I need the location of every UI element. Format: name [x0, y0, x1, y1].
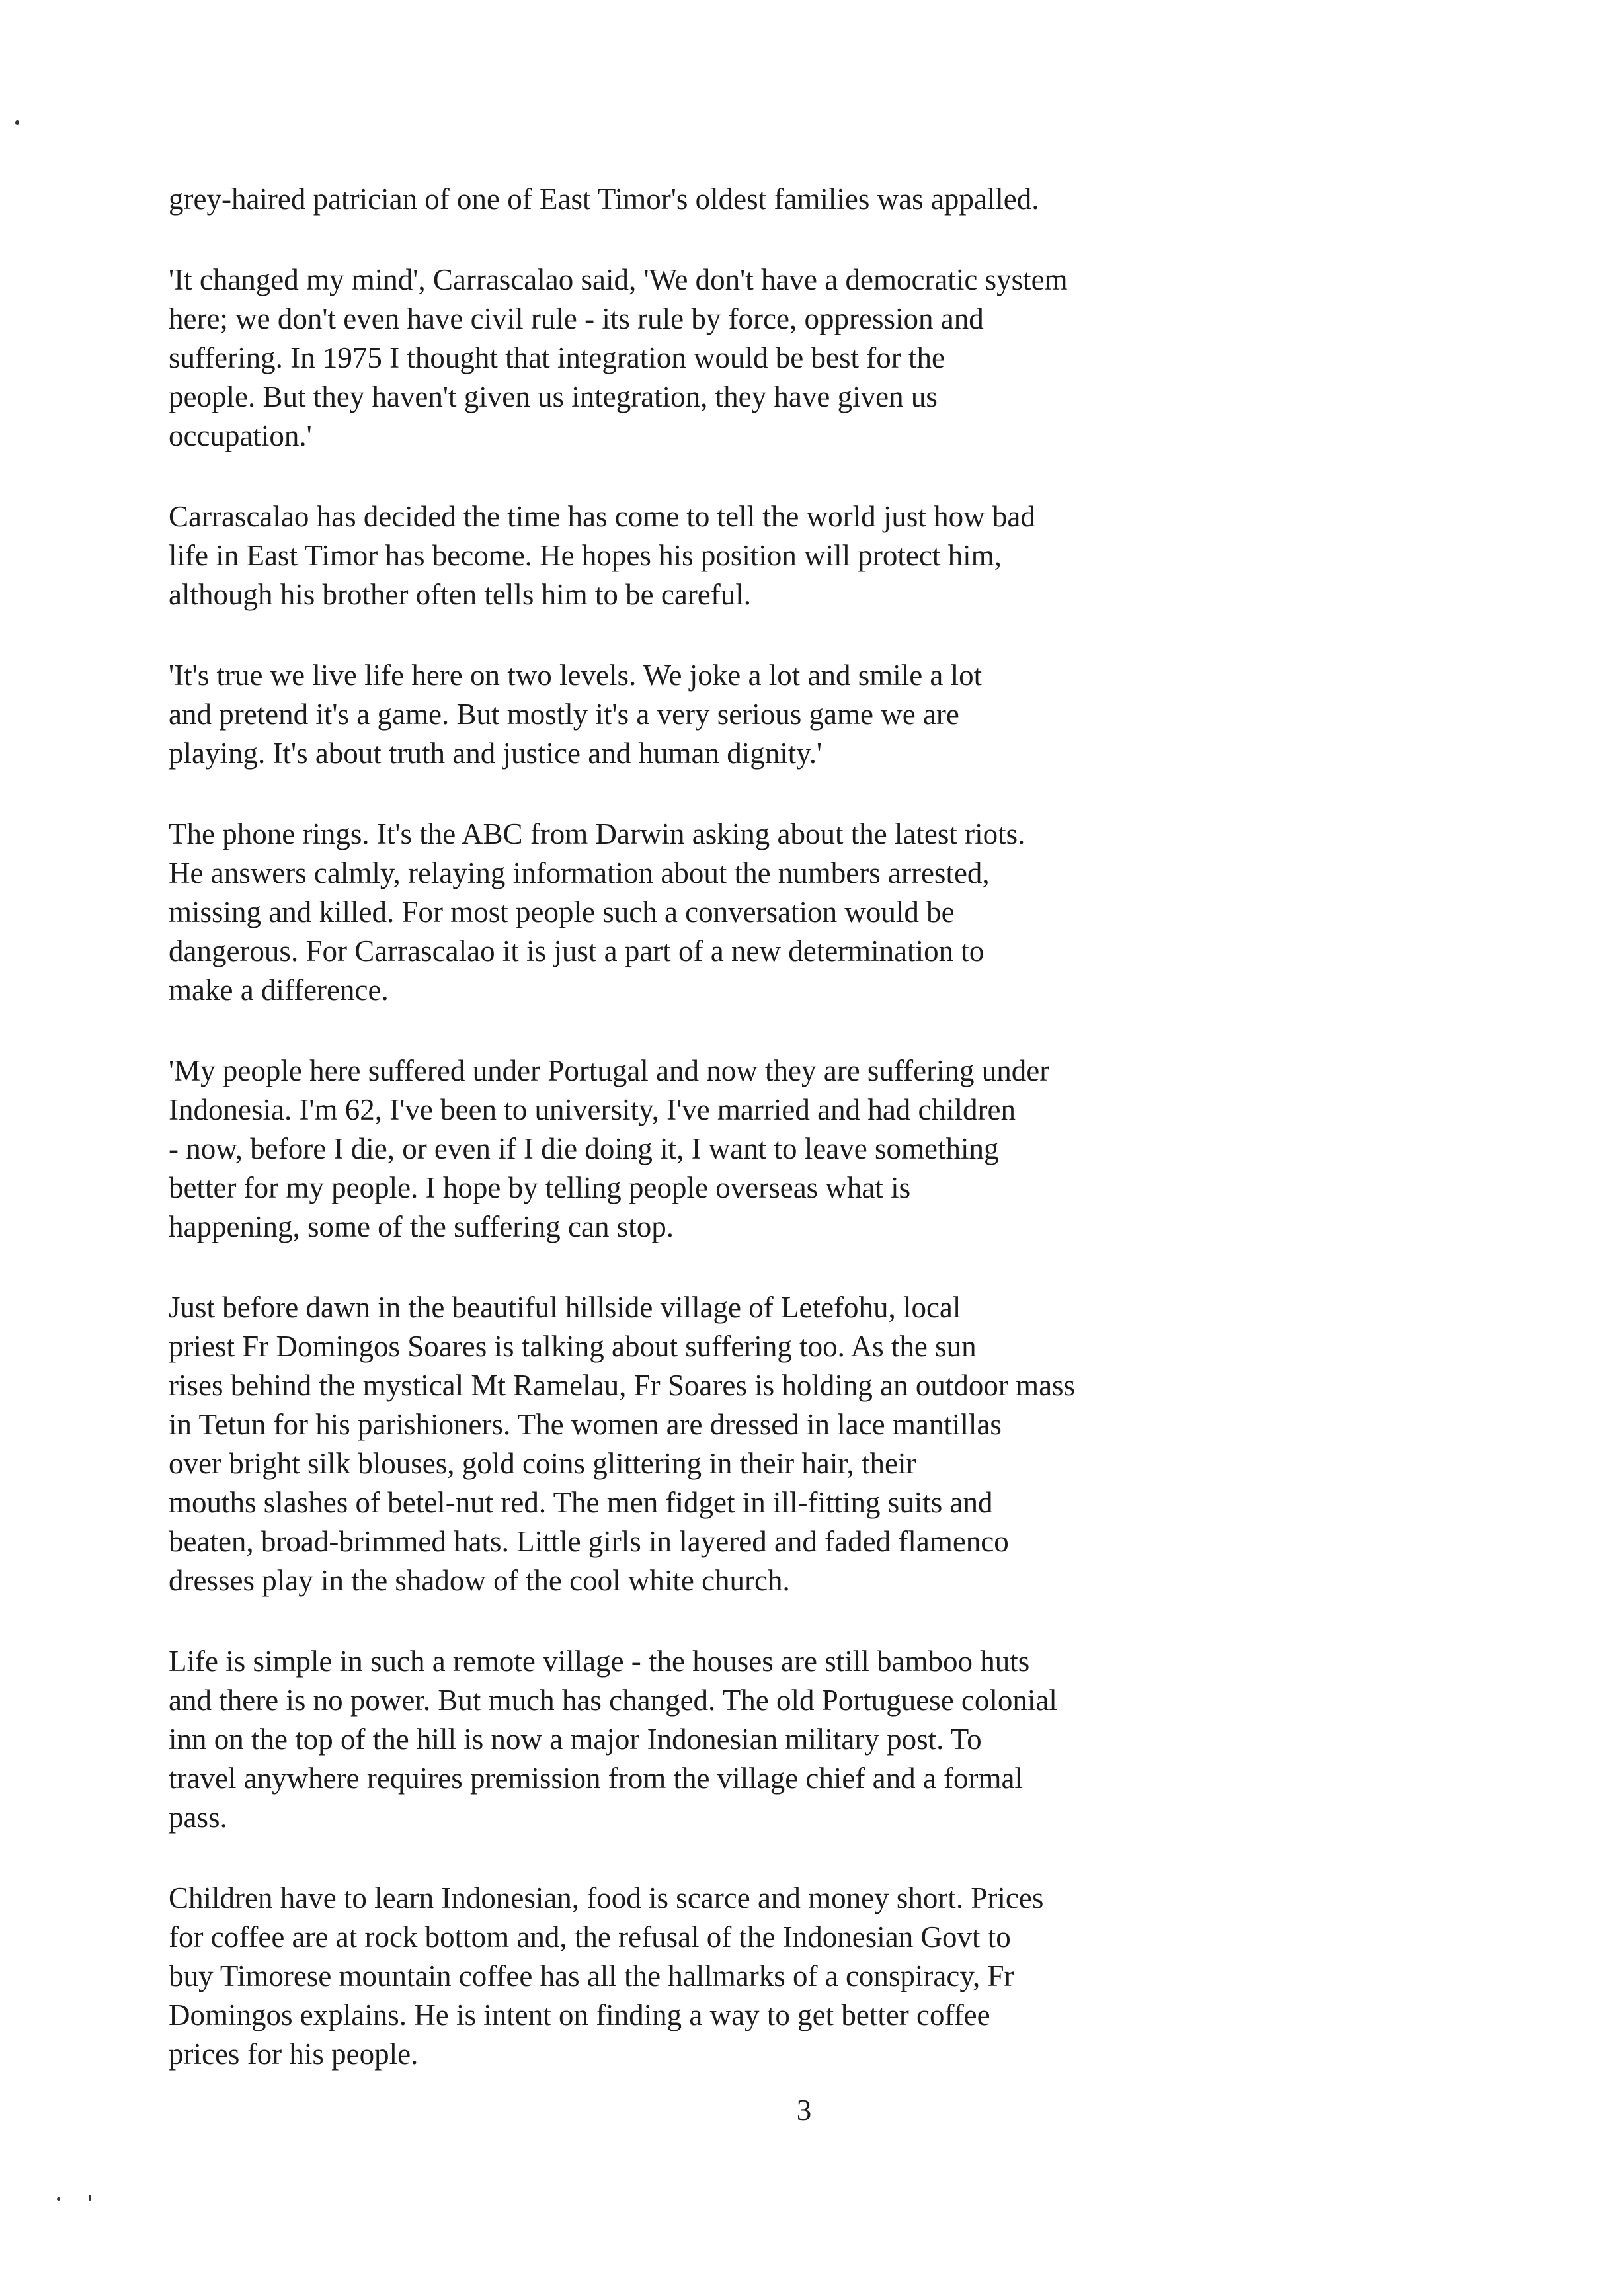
text-line: and pretend it's a game. But mostly it's a very serious game we are: [169, 698, 959, 731]
paragraph: [169, 1642, 1299, 1837]
text-line: dresses play in the shadow of the cool white church.: [169, 1564, 790, 1597]
scan-speck: [89, 2195, 91, 2201]
text-line: in Tetun for his parishioners. The women are dressed in lace mantillas: [169, 1408, 1002, 1441]
text-line: pass.: [169, 1801, 227, 1834]
text-line: travel anywhere requires premission from the village chief and a formal: [169, 1762, 1023, 1795]
text-line: 'It's true we live life here on two levels. We joke a lot and smile a lot: [169, 659, 983, 692]
text-line: rises behind the mystical Mt Ramelau, Fr Soares is holding an outdoor mass: [169, 1369, 1076, 1402]
text-line: mouths slashes of betel-nut red. The men fidget in ill-fitting suits and: [169, 1486, 993, 1519]
text-line: missing and killed. For most people such a conversation would be: [169, 895, 955, 928]
text-line: life in East Timor has become. He hopes his position will protect him,: [169, 539, 1002, 572]
paragraph: [169, 815, 1299, 1010]
text-line: The phone rings. It's the ABC from Darwin asking about the latest riots.: [169, 817, 1025, 850]
text-line: beaten, broad-brimmed hats. Little girls in layered and faded flamenco: [169, 1525, 1009, 1558]
scan-speck: [15, 120, 19, 125]
text-line: make a difference.: [169, 973, 389, 1006]
text-line: buy Timorese mountain coffee has all the hallmarks of a conspiracy, Fr: [169, 1959, 1014, 1992]
body-text: [169, 180, 1299, 2115]
text-line: - now, before I die, or even if I die doing it, I want to leave something: [169, 1132, 999, 1165]
text-line: for coffee are at rock bottom and, the refusal of the Indonesian Govt to: [169, 1920, 1011, 1953]
text-line: 'My people here suffered under Portugal and now they are suffering under: [169, 1054, 1050, 1087]
text-line: prices for his people.: [169, 2037, 419, 2070]
paragraph: [169, 180, 1299, 219]
text-line: Domingos explains. He is intent on finding a way to get better coffee: [169, 1998, 990, 2031]
page-number: 3: [796, 2094, 812, 2127]
text-line: Children have to learn Indonesian, food is scarce and money short. Prices: [169, 1881, 1044, 1914]
text-line: better for my people. I hope by telling people overseas what is: [169, 1171, 911, 1204]
text-line: Just before dawn in the beautiful hillside village of Letefohu, local: [169, 1291, 961, 1324]
text-line: Life is simple in such a remote village - the houses are still bamboo huts: [169, 1645, 1030, 1678]
text-line: priest Fr Domingos Soares is talking about suffering too. As the sun: [169, 1330, 977, 1363]
paragraph: [169, 1879, 1299, 2074]
paragraph: [169, 497, 1299, 614]
text-line: happening, some of the suffering can stop.: [169, 1210, 674, 1243]
text-line: Indonesia. I'm 62, I've been to university, I've married and had children: [169, 1093, 1016, 1126]
text-line: here; we don't even have civil rule - its rule by force, oppression and: [169, 302, 984, 335]
text-line: over bright silk blouses, gold coins glittering in their hair, their: [169, 1447, 916, 1480]
text-line: although his brother often tells him to be careful.: [169, 578, 752, 611]
text-line: grey-haired patrician of one of East Timor's oldest families was appalled.: [169, 183, 1039, 216]
text-line: playing. It's about truth and justice and human dignity.': [169, 737, 823, 770]
text-line: and there is no power. But much has changed. The old Portuguese colonial: [169, 1684, 1057, 1717]
text-line: dangerous. For Carrascalao it is just a part of a new determination to: [169, 934, 985, 967]
paragraph: [169, 1288, 1299, 1600]
text-line: 'It changed my mind', Carrascalao said, 'We don't have a democratic system: [169, 263, 1068, 296]
text-line: suffering. In 1975 I thought that integration would be best for the: [169, 341, 945, 374]
scan-speck: [57, 2197, 60, 2201]
text-line: He answers calmly, relaying information about the numbers arrested,: [169, 856, 990, 889]
paragraph: [169, 656, 1299, 773]
text-line: inn on the top of the hill is now a major Indonesian military post. To: [169, 1723, 982, 1756]
text-line: Carrascalao has decided the time has come to tell the world just how bad: [169, 500, 1035, 533]
text-line: occupation.': [169, 419, 312, 452]
text-line: people. But they haven't given us integration, they have given us: [169, 380, 938, 413]
paragraph: [169, 261, 1299, 456]
paragraph: [169, 1051, 1299, 1247]
